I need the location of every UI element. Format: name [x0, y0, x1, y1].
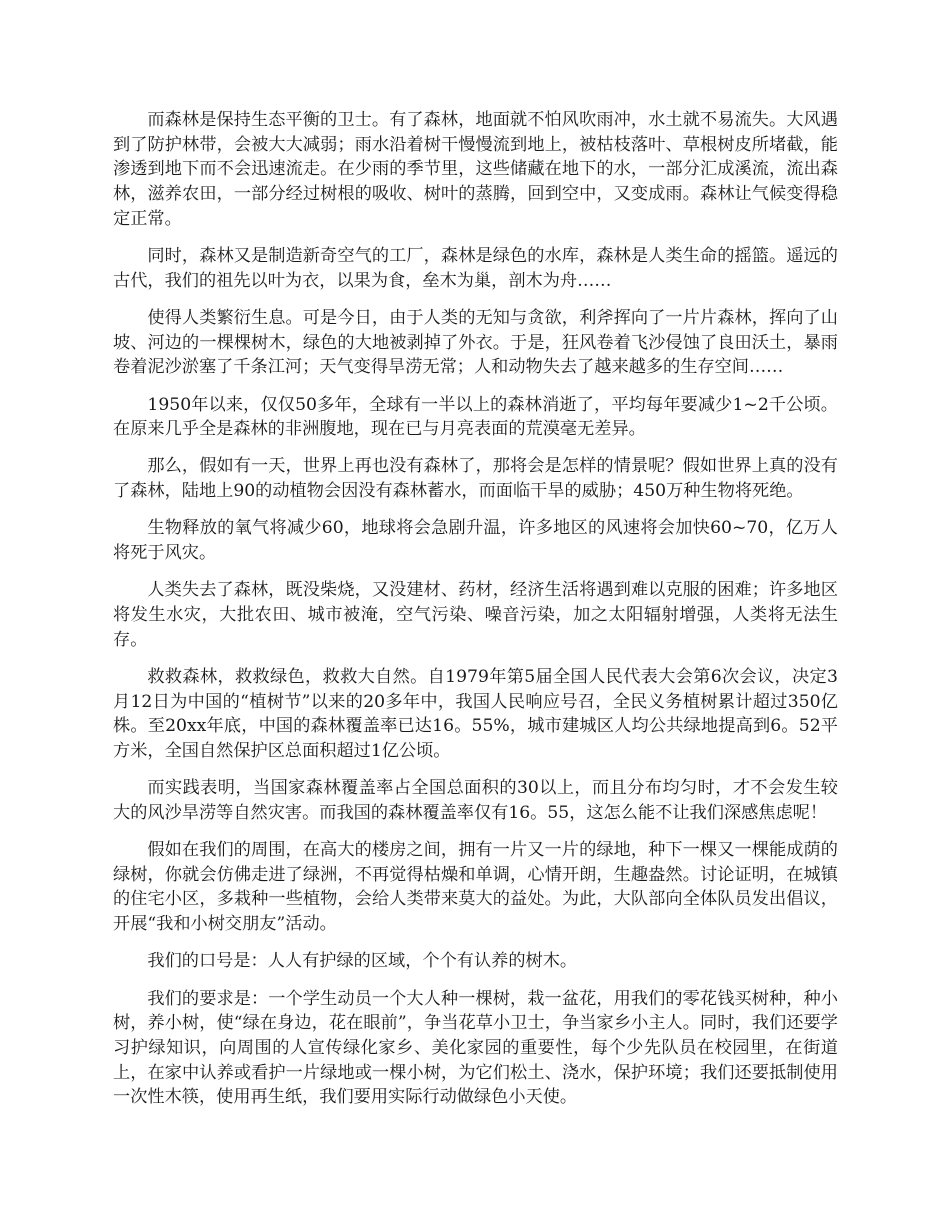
paragraph: 生物释放的氧气将减少60，地球将会急剧升温，许多地区的风速将会加快60~70，亿万人将死于风灾。: [113, 518, 838, 564]
paragraph: 1950年以来，仅仅50多年，全球有一半以上的森林消逝了，平均每年要减少1~2千公顷。在原来几乎全是森林的非洲腹地，现在已与月亮表面的荒漠毫无差异。: [113, 394, 838, 440]
paragraph: 而森林是保持生态平衡的卫士。有了森林，地面就不怕风吹雨冲，水土就不易流失。大风遇到了防护林带，会被大大减弱；雨水沿着树干慢慢流到地上，被枯枝落叶、草根树皮所堵截，能渗透到地下而不会迅速流走。在少雨的季节里，这些储藏在地下的水，一部分汇成溪流，流出森林，滋养农田，一部分经过树根的吸收、树叶的蒸腾，回到空中，又变成雨。森林让气候变得稳定正常。: [113, 110, 838, 229]
paragraph: 那么，假如有一天，世界上再也没有森林了，那将会是怎样的情景呢？假如世界上真的没有了森林，陆地上90的动植物会因没有森林蓄水，而面临干旱的威胁；450万种生物将死绝。: [113, 456, 838, 502]
paragraph: 救救森林，救救绿色，救救大自然。自1979年第5届全国人民代表大会第6次会议，决定3月12日为中国的“植树节”以来的20多年中，我国人民响应号召，全民义务植树累计超过350亿株。至20xx年底，中国的森林覆盖率已达16。55%，城市建城区人均公共绿地提高到6。52平方米，全国自然保护区总面积超过1亿公顷。: [113, 666, 838, 761]
paragraph: 我们的口号是：人人有护绿的区域，个个有认养的树木。: [147, 951, 578, 972]
paragraph: 我们的要求是：一个学生动员一个大人种一棵树，栽一盆花，用我们的零花钱买树种，种小树，养小树，使“绿在身边，花在眼前”，争当花草小卫士，争当家乡小主人。同时，我们还要学习护绿知识，向周围的人宣传绿化家乡、美化家园的重要性，每个少先队员在校园里，在街道上，在家中认养或看护一片绿地或一棵小树，为它们松土、浇水，保护环境；我们还要抵制使用一次性木筷，使用再生纸，我们要用实际行动做绿色小天使。: [113, 988, 838, 1108]
paragraph: 使得人类繁衍生息。可是今日，由于人类的无知与贪欲，利斧挥向了一片片森林，挥向了山坡、河边的一棵棵树木，绿色的大地被剥掉了外衣。于是，狂风卷着飞沙侵蚀了良田沃土，暴雨卷着泥沙淤塞了千条江河；天气变得旱涝无常；人和动物失去了越来越多的生存空间……: [113, 307, 838, 378]
paragraph: 假如在我们的周围，在高大的楼房之间，拥有一片又一片的绿地，种下一棵又一棵能成荫的绿树，你就会仿佛走进了绿洲，不再觉得枯燥和单调，心情开朗，生趣盎然。讨论证明，在城镇的住宅小区，多栽种一些植物，会给人类带来莫大的益处。为此，大队部向全体队员发出倡议，开展“我和小树交朋友”活动。: [113, 840, 838, 935]
document-body: [113, 108, 838, 1123]
paragraph: 同时，森林又是制造新奇空气的工厂，森林是绿色的水库，森林是人类生命的摇篮。遥远的古代，我们的祖先以叶为衣，以果为食，垒木为巢，剖木为舟……: [113, 246, 838, 291]
paragraph: 人类失去了森林，既没柴烧，又没建材、药材，经济生活将遇到难以克服的困难；许多地区将发生水灾，大批农田、城市被淹，空气污染、噪音污染，加之太阳辐射增强，人类将无法生存。: [113, 580, 838, 650]
paragraph: 而实践表明，当国家森林覆盖率占全国总面积的30以上，而且分布均匀时，才不会发生较大的风沙旱涝等自然灾害。而我国的森林覆盖率仅有16。55，这怎么能不让我们深感焦虑呢！: [113, 778, 838, 823]
